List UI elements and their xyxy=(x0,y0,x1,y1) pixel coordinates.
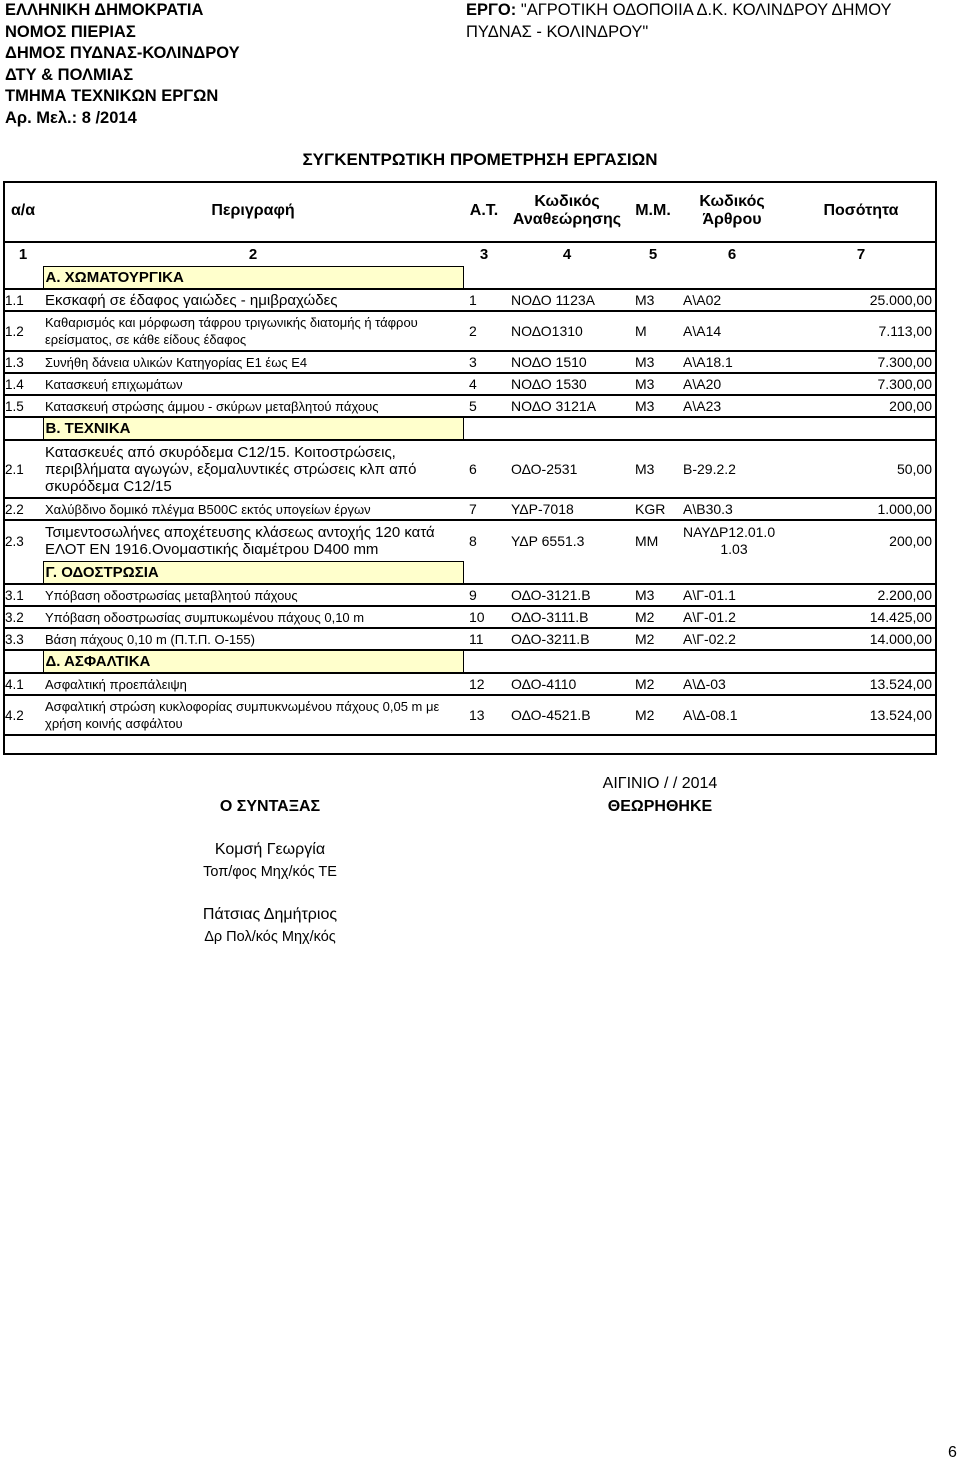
row-code: ΟΔΟ-2531 xyxy=(505,440,629,498)
table-row xyxy=(3,311,935,351)
row-no: 4.2 xyxy=(3,695,43,735)
row-code: ΟΔΟ-3111.Β xyxy=(505,606,629,628)
row-desc: Συνήθη δάνεια υλικών Κατηγορίας Ε1 έως Ε4 xyxy=(43,351,463,373)
column-number-row xyxy=(3,242,935,267)
row-qty: 13.524,00 xyxy=(787,673,935,695)
row-at: 3 xyxy=(463,351,505,373)
row-no: 2.1 xyxy=(3,440,43,498)
row-qty: 14.425,00 xyxy=(787,606,935,628)
row-qty: 2.200,00 xyxy=(787,584,935,606)
col-header-code xyxy=(505,181,629,242)
project-name-line2: ΠΥΔΝΑΣ - ΚΟΛΙΝΔΡΟΥ" xyxy=(466,22,649,41)
row-code: ΝΟΔΟ 1123Α xyxy=(505,289,629,311)
col-header-code-l2: Αναθεώρησης xyxy=(512,211,622,228)
col-number: 2 xyxy=(248,246,258,263)
row-code: ΥΔΡ-7018 xyxy=(505,498,629,520)
row-qty: 200,00 xyxy=(889,533,932,550)
row-no: 2.3 xyxy=(5,533,24,549)
row-mm: ΜΜ xyxy=(635,533,659,550)
col-number: 7 xyxy=(856,246,866,264)
row-desc: Ασφαλτική στρώση κυκλοφορίας συμπυκνωμένου πάχους 0,05 m με χρήση κοινής ασφάλτου xyxy=(43,695,463,735)
col-header-art-l2: Άρθρου xyxy=(702,211,762,228)
table-row xyxy=(3,695,935,735)
row-at: 10 xyxy=(463,606,505,628)
row-art: Α\Β30.3 xyxy=(677,498,787,520)
row-art: Β-29.2.2 xyxy=(677,440,787,498)
place-date: ΑΙΓΙΝΙΟ / / 2014 xyxy=(602,775,718,792)
row-at: 5 xyxy=(463,395,505,417)
composer-name-1: Κομσή Γεωργία xyxy=(214,841,326,858)
row-qty: 7.300,00 xyxy=(787,373,935,395)
table-row xyxy=(3,628,935,650)
row-mm: Μ2 xyxy=(629,628,677,650)
row-mm: Μ2 xyxy=(629,606,677,628)
row-mm: Μ3 xyxy=(629,440,677,498)
row-no: 3.3 xyxy=(3,628,43,650)
row-code: ΝΟΔΟ 1510 xyxy=(505,351,629,373)
row-mm: Μ3 xyxy=(629,373,677,395)
row-code: ΝΟΔΟ1310 xyxy=(505,311,629,351)
row-no: 3.2 xyxy=(3,606,43,628)
table-row xyxy=(3,673,935,695)
row-no: 1.4 xyxy=(3,373,43,395)
project-header xyxy=(466,0,892,43)
col-header-no: α/α xyxy=(3,181,43,242)
row-mm: KGR xyxy=(629,498,677,520)
section-title: Δ. ΑΣΦΑΛΤΙΚΑ xyxy=(43,650,463,673)
row-desc: Υπόβαση οδοστρωσίας συμπυκωμένου πάχους 0,10 m xyxy=(43,606,463,628)
row-desc: Εκσκαφή σε έδαφος γαιώδες - ημιβραχώδες xyxy=(43,289,463,311)
row-art: Α\Γ-01.1 xyxy=(677,584,787,606)
document-title: ΣΥΓΚΕΝΤΡΩΤΙΚΗ ΠΡΟΜΕΤΡΗΣΗ ΕΡΓΑΣΙΩΝ xyxy=(302,150,658,169)
composer-role-1: Τοπ/φος Μηχ/κός ΤΕ xyxy=(203,864,337,880)
row-art: Α\Α18.1 xyxy=(677,351,787,373)
row-at: 2 xyxy=(463,311,505,351)
issuer-line: ΕΛΛΗΝΙΚΗ ΔΗΜΟΚΡΑΤΙΑ xyxy=(5,1,204,19)
row-code: ΥΔΡ 6551.3 xyxy=(511,533,585,550)
row-at: 6 xyxy=(463,440,505,498)
table-row xyxy=(3,584,935,606)
issuer-line: ΤΜΗΜΑ ΤΕΧΝΙΚΩΝ ΕΡΓΩΝ xyxy=(5,87,219,105)
issuer-line: ΝΟΜΟΣ ΠΙΕΡΙΑΣ xyxy=(5,22,136,41)
row-at: 7 xyxy=(463,498,505,520)
row-code: ΟΔΟ-4110 xyxy=(505,673,629,695)
table-row xyxy=(3,520,935,562)
row-qty: 7.300,00 xyxy=(787,351,935,373)
row-art: Α\Α23 xyxy=(677,395,787,417)
approved-title: ΘΕΩΡΗΘΗΚΕ xyxy=(607,798,713,815)
page-number: 6 xyxy=(948,1444,957,1461)
col-header-mm: Μ.Μ. xyxy=(629,181,677,242)
col-header-art-l1: Κωδικός xyxy=(699,193,765,210)
row-at: 12 xyxy=(463,673,505,695)
row-no: 1.5 xyxy=(3,395,43,417)
row-no: 4.1 xyxy=(3,673,43,695)
row-desc: Υπόβαση οδοστρωσίας μεταβλητού πάχους xyxy=(43,584,463,606)
col-header-qty: Ποσότητα xyxy=(787,181,935,242)
row-at: 1 xyxy=(463,289,505,311)
row-art-l1: ΝΑΥΔΡ12.01.0 xyxy=(683,524,776,541)
row-no: 1.3 xyxy=(3,351,43,373)
composer-title: Ο ΣΥΝΤΑΞΑΣ xyxy=(219,798,321,815)
col-number: 1 xyxy=(18,246,28,264)
section-row xyxy=(3,650,935,673)
table-row xyxy=(3,373,935,395)
row-code: ΝΟΔΟ 3121Α xyxy=(505,395,629,417)
row-at: 8 xyxy=(469,533,477,550)
project-name-line1: "ΑΓΡΟΤΙΚΗ ΟΔΟΠΟΙΙΑ Δ.Κ. ΚΟΛΙΝΔΡΟΥ ΔΗΜΟΥ xyxy=(520,1,892,19)
row-code: ΟΔΟ-3121.Β xyxy=(505,584,629,606)
section-row xyxy=(3,417,935,440)
col-header-code-l1: Κωδικός xyxy=(534,193,600,210)
col-number: 3 xyxy=(479,246,489,264)
row-mm: Μ3 xyxy=(629,395,677,417)
row-code: ΟΔΟ-4521.Β xyxy=(505,695,629,735)
section-title: Β. ΤΕΧΝΙΚΑ xyxy=(43,417,463,440)
row-at: 13 xyxy=(463,695,505,735)
row-art xyxy=(677,520,787,562)
composer-role-2: Δρ Πολ/κός Μηχ/κός xyxy=(204,929,336,945)
row-art: Α\Α20 xyxy=(677,373,787,395)
table-row xyxy=(3,351,935,373)
row-desc: Καθαρισμός και μόρφωση τάφρου τριγωνικής διατομής ή τάφρου ερείσματος, σε κάθε είδους έδαφος xyxy=(43,311,463,351)
row-mm: Μ2 xyxy=(629,673,677,695)
section-title: Α. ΧΩΜΑΤΟΥΡΓΙΚΑ xyxy=(43,267,463,290)
row-desc: Βάση πάχους 0,10 m (Π.Τ.Π. Ο-155) xyxy=(43,628,463,650)
study-number: Αρ. Μελ.: 8 /2014 xyxy=(5,108,137,127)
row-desc: Ασφαλτική προεπάλειψη xyxy=(43,673,463,695)
row-art: Α\Δ-03 xyxy=(677,673,787,695)
row-art-l2: 1.03 xyxy=(720,541,748,558)
project-label: ΕΡΓΟ: xyxy=(466,1,521,19)
row-desc: Τσιμεντοσωλήνες αποχέτευσης κλάσεως αντοχής 120 κατά ΕΛΟΤ ΕΝ 1916.Ονομαστικής διαμέτρου D400 mm xyxy=(45,524,435,558)
row-code: ΟΔΟ-3211.Β xyxy=(505,628,629,650)
table-row xyxy=(3,289,935,311)
col-header-art xyxy=(677,181,787,242)
table-row xyxy=(3,440,935,498)
section-title: Γ. ΟΔΟΣΤΡΩΣΙΑ xyxy=(43,562,463,585)
row-desc: Κατασκευή στρώσης άμμου - σκύρων μεταβλητού πάχους xyxy=(43,395,463,417)
row-no: 3.1 xyxy=(3,584,43,606)
col-number: 6 xyxy=(727,246,737,264)
row-qty: 7.113,00 xyxy=(787,311,935,351)
row-no: 1.1 xyxy=(3,289,43,311)
row-mm: Μ3 xyxy=(629,351,677,373)
row-mm: Μ xyxy=(629,311,677,351)
row-qty: 200,00 xyxy=(787,395,935,417)
row-desc: Κατασκευή επιχωμάτων xyxy=(43,373,463,395)
row-mm: Μ3 xyxy=(629,584,677,606)
composer-name-2: Πάτσιας Δημήτριος xyxy=(202,906,338,923)
row-no: 2.2 xyxy=(3,498,43,520)
table-row xyxy=(3,606,935,628)
measurements-table xyxy=(3,181,935,736)
row-art: Α\Α02 xyxy=(677,289,787,311)
issuer-header xyxy=(5,0,240,129)
section-row xyxy=(3,562,935,585)
row-desc: Χαλύβδινο δομικό πλέγμα B500C εκτός υπογείων έργων xyxy=(43,498,463,520)
table-row xyxy=(3,395,935,417)
row-qty: 13.524,00 xyxy=(787,695,935,735)
row-at: 4 xyxy=(463,373,505,395)
row-qty: 25.000,00 xyxy=(787,289,935,311)
row-no: 1.2 xyxy=(3,311,43,351)
row-art: Α\Δ-08.1 xyxy=(677,695,787,735)
row-art: Α\Α14 xyxy=(677,311,787,351)
col-header-desc: Περιγραφή xyxy=(43,181,463,242)
table-row xyxy=(3,498,935,520)
col-number: 5 xyxy=(648,246,658,264)
row-qty: 1.000,00 xyxy=(787,498,935,520)
row-art: Α\Γ-02.2 xyxy=(677,628,787,650)
row-code: ΝΟΔΟ 1530 xyxy=(505,373,629,395)
row-mm: Μ2 xyxy=(629,695,677,735)
row-art: Α\Γ-01.2 xyxy=(677,606,787,628)
row-mm: Μ3 xyxy=(629,289,677,311)
row-desc: Κατασκευές από σκυρόδεμα C12/15. Κοιτοστρώσεις, περιβλήματα αγωγών, εξομαλυντικές στρώσεις κλπ από σκυρόδεμα C12/15 xyxy=(43,440,463,498)
row-at: 11 xyxy=(463,628,505,650)
table-header-row xyxy=(3,181,935,242)
row-at: 9 xyxy=(463,584,505,606)
col-number: 4 xyxy=(562,246,572,264)
row-qty: 50,00 xyxy=(787,440,935,498)
col-header-at: Α.Τ. xyxy=(463,181,505,242)
issuer-line: ΔΤΥ & ΠΟΛΜΙΑΣ xyxy=(5,65,134,84)
section-row xyxy=(3,267,935,290)
row-qty: 14.000,00 xyxy=(787,628,935,650)
issuer-line: ΔΗΜΟΣ ΠΥΔΝΑΣ-ΚΟΛΙΝΔΡΟΥ xyxy=(5,44,240,62)
